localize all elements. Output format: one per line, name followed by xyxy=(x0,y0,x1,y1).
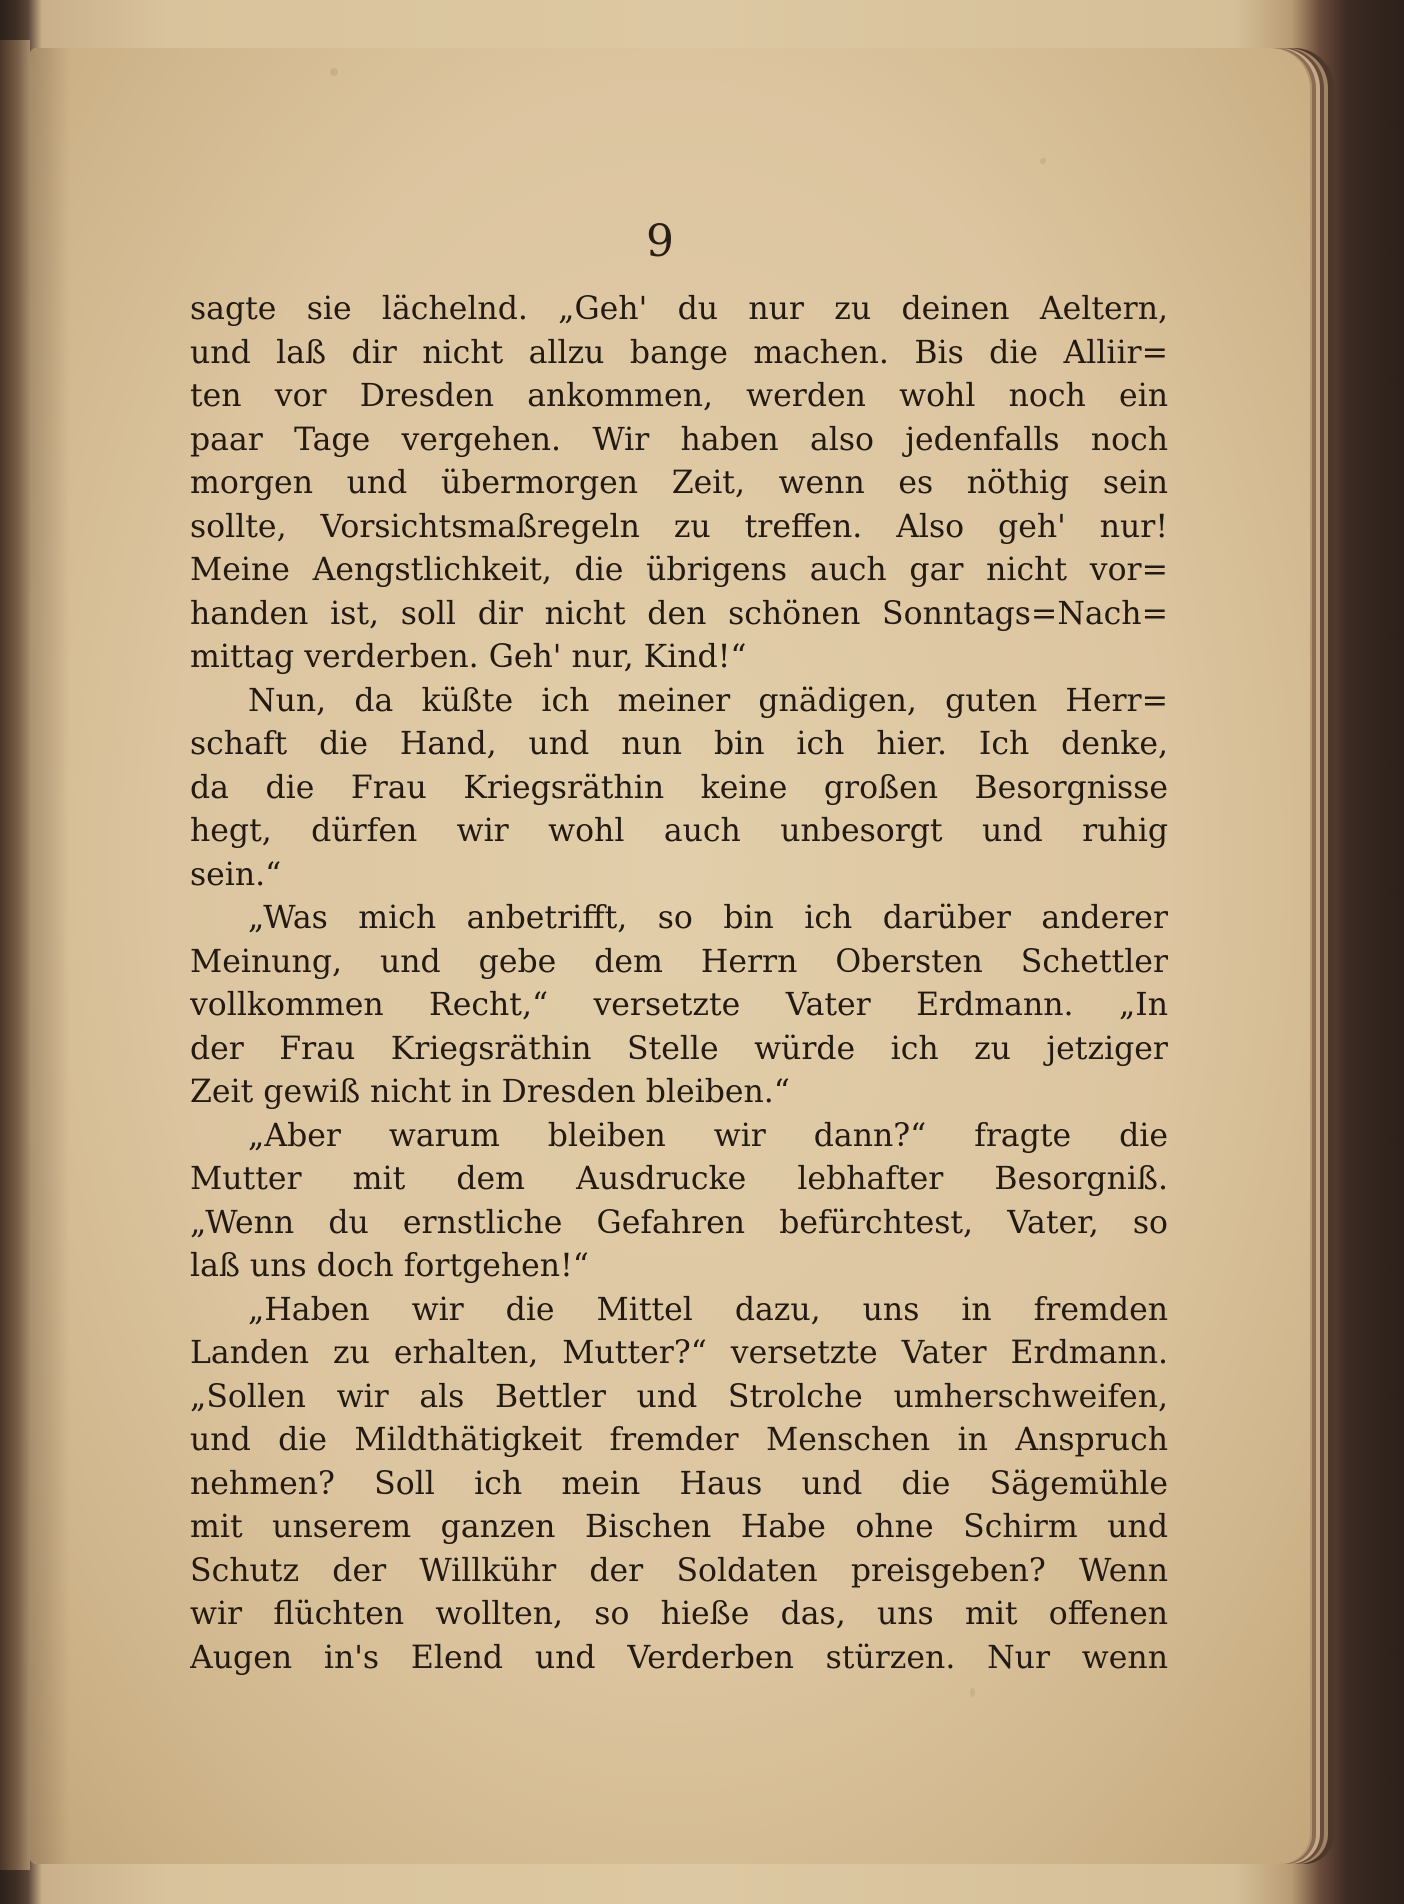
text-line: Zeit gewiß nicht in Dresden bleiben.“ xyxy=(190,1074,790,1110)
book-page xyxy=(30,48,1310,1864)
text-line: wir flüchten wollten, so hieße das, uns mit offenen xyxy=(190,1596,1168,1632)
text-line: Landen zu erhalten, Mutter?“ versetzte Vater Erdmann. xyxy=(190,1335,1168,1371)
text-line: Mutter mit dem Ausdrucke lebhafter Besorgniß. xyxy=(190,1161,1168,1197)
text-line: morgen und übermorgen Zeit, wenn es nöthig sein xyxy=(190,465,1168,501)
text-line: „Aber warum bleiben wir dann?“ fragte die xyxy=(248,1117,1168,1154)
text-line: ten vor Dresden ankommen, werden wohl noch ein xyxy=(190,378,1168,414)
text-line: Schutz der Willkühr der Soldaten preisgeben? Wenn xyxy=(190,1552,1168,1589)
text-line: handen ist, soll dir nicht den schönen Sonntags=Nach= xyxy=(190,595,1168,632)
text-line: paar Tage vergehen. Wir haben also jedenfalls noch xyxy=(190,421,1168,458)
text-line: mit unserem ganzen Bischen Habe ohne Schirm und xyxy=(190,1509,1168,1545)
page-gutter-shadow xyxy=(30,48,70,1864)
text-line: Augen in's Elend und Verderben stürzen. Nur wenn xyxy=(190,1639,1168,1676)
text-line: sollte, Vorsichtsmaßregeln zu treffen. Also geh' nur! xyxy=(190,508,1168,545)
text-line: Meinung, und gebe dem Herrn Obersten Schettler xyxy=(190,943,1168,980)
page-number: 9 xyxy=(646,216,674,267)
text-line: der Frau Kriegsräthin Stelle würde ich zu jetziger xyxy=(190,1030,1168,1067)
text-line: schaft die Hand, und nun bin ich hier. Ich denke, xyxy=(190,726,1168,762)
text-line: „Haben wir die Mittel dazu, uns in fremden xyxy=(248,1291,1168,1328)
previous-page-edge xyxy=(0,40,30,1870)
text-line: „Wenn du ernstliche Gefahren befürchtest, Vater, so xyxy=(190,1204,1168,1241)
text-line: sagte sie lächelnd. „Geh' du nur zu deinen Aeltern, xyxy=(190,291,1168,327)
text-line: vollkommen Recht,“ versetzte Vater Erdmann. „In xyxy=(190,987,1168,1023)
text-line: und die Mildthätigkeit fremder Menschen in Anspruch xyxy=(190,1422,1168,1458)
text-line: da die Frau Kriegsräthin keine großen Besorgnisse xyxy=(190,769,1168,806)
text-line: sein.“ xyxy=(190,856,282,893)
paper-spot xyxy=(330,68,338,76)
text-line: Meine Aengstlichkeit, die übrigens auch gar nicht vor= xyxy=(190,552,1168,588)
text-line: hegt, dürfen wir wohl auch unbesorgt und ruhig xyxy=(190,813,1168,849)
text-line: nehmen? Soll ich mein Haus und die Sägemühle xyxy=(190,1465,1168,1502)
text-line: und laß dir nicht allzu bange machen. Bis die Alliir= xyxy=(190,334,1168,371)
body-text xyxy=(190,288,1168,1680)
text-line: „Was mich anbetrifft, so bin ich darüber anderer xyxy=(248,900,1168,936)
text-line: „Sollen wir als Bettler und Strolche umherschweifen, xyxy=(190,1378,1168,1415)
text-line: mittag verderben. Geh' nur, Kind!“ xyxy=(190,639,747,675)
text-line: laß uns doch fortgehen!“ xyxy=(190,1248,589,1284)
paper-spot xyxy=(1040,158,1046,164)
text-line: Nun, da küßte ich meiner gnädigen, guten Herr= xyxy=(248,682,1168,719)
paper-spot xyxy=(970,1688,975,1697)
